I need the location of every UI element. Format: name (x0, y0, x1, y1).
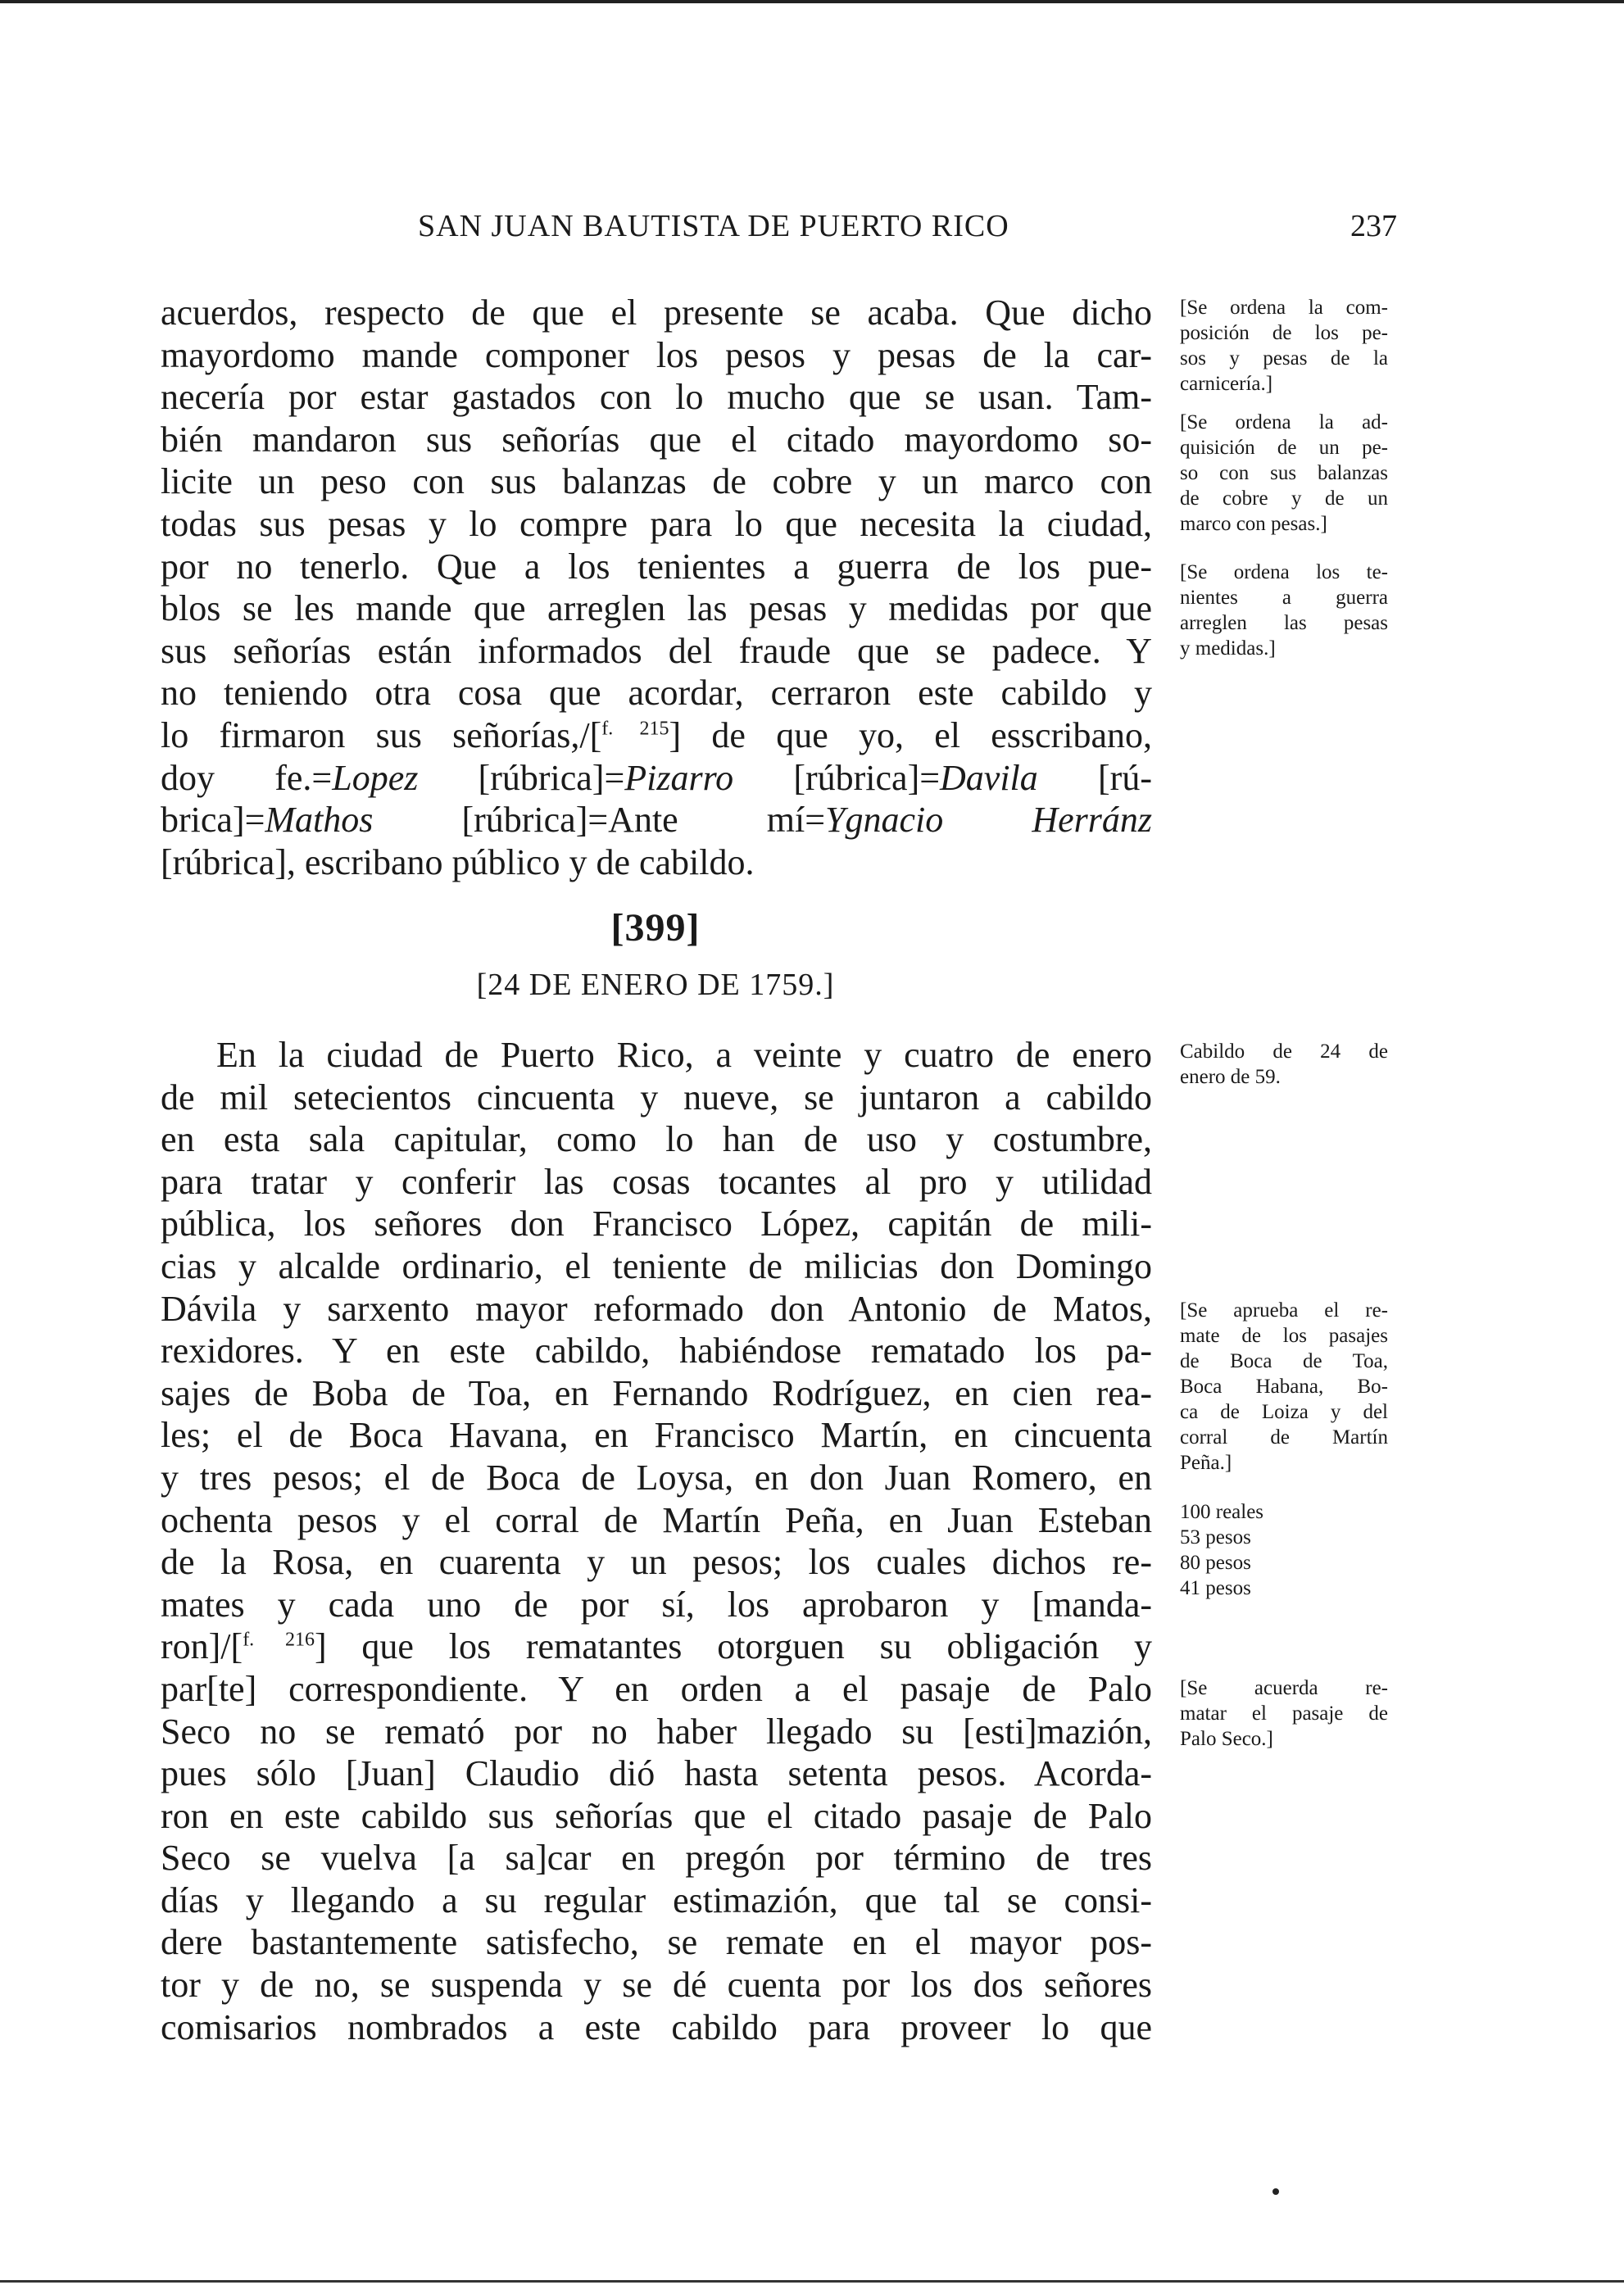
margin-note-line: arreglen las pesas (1180, 612, 1388, 634)
document-number: [399] (610, 906, 701, 950)
margin-note-line: ca de Loiza y del (1180, 1401, 1388, 1423)
text-line: sus señorías están informados del fraude que se padece. Y (161, 630, 1152, 671)
text-line: Seco se vuelva [a sa]car en pregón por término de tres (161, 1838, 1152, 1879)
text-line: no teniendo otra cosa que acordar, cerraron este cabildo y (161, 673, 1152, 714)
margin-note (1180, 295, 1388, 397)
text-line: ron en este cabildo sus señorías que el citado pasaje de Palo (161, 1795, 1152, 1836)
text-fragment: [rúbrica]=Ante mí= (373, 800, 826, 841)
text-line: necería por estar gastados con lo mucho que se usan. Tam- (161, 377, 1152, 418)
text-line: por no tenerlo. Que a los tenientes a guerra de los pue- (161, 546, 1152, 587)
margin-note-line: quisición de un pe- (1180, 437, 1388, 459)
text-line: licite un peso con sus balanzas de cobre y un marco con (161, 461, 1152, 502)
text-line: mates y cada uno de por sí, los aprobaron y [manda- (161, 1584, 1152, 1625)
text-line: días y llegando a su regular estimazión, que tal se consi- (161, 1879, 1152, 1920)
text-line: para tratar y conferir las cosas tocantes al pro y utilidad (161, 1161, 1152, 1202)
margin-note-line: [Se ordena la com- (1180, 297, 1388, 319)
margin-note-line: mate de los pasajes (1180, 1325, 1388, 1347)
text-line: dere bastantemente satisfecho, se remate en el mayor pos- (161, 1922, 1152, 1963)
text-fragment: ] que los rematantes otorguen su obligación y (314, 1626, 1152, 1667)
margin-note-amounts (1180, 1499, 1388, 1601)
margin-note-line: y medidas.] (1180, 637, 1276, 660)
margin-note-line: matar el pasaje de (1180, 1702, 1388, 1725)
page-number: 237 (1350, 209, 1397, 243)
margin-note-line: 100 reales (1180, 1501, 1264, 1523)
text-fragment: ron]/[ (161, 1626, 243, 1667)
margin-note-line: enero de 59. (1180, 1066, 1281, 1088)
text-line: blos se les mande que arreglen las pesas y medidas por que (161, 588, 1152, 629)
scan-edge-bottom (0, 2280, 1624, 2283)
text-line: bién mandaron sus señorías que el citado mayordomo so- (161, 419, 1152, 460)
margin-note-line: marco con pesas.] (1180, 513, 1327, 535)
text-line: Seco no se remató por no haber llegado su [esti]mazión, (161, 1711, 1152, 1752)
folio-text-line (161, 1625, 1152, 1668)
margin-note-line: corral de Martín (1180, 1426, 1388, 1449)
margin-note (1180, 1675, 1388, 1752)
margin-note-line: Palo Seco.] (1180, 1728, 1273, 1750)
margin-note-line: [Se acuerda re- (1180, 1677, 1388, 1699)
margin-note-line: [Se ordena los te- (1180, 561, 1388, 583)
text-line: en esta sala capitular, como lo han de uso y costumbre, (161, 1119, 1152, 1160)
text-line: y tres pesos; el de Boca de Loysa, en don Juan Romero, en (161, 1457, 1152, 1498)
text-line: mayordomo mande componer los pesos y pesas de la car- (161, 334, 1152, 375)
text-line: de la Rosa, en cuarenta y un pesos; los cuales dichos re- (161, 1542, 1152, 1583)
folio-text-line (161, 714, 1152, 757)
signature-line (161, 799, 1152, 841)
text-line: pues sólo [Juan] Claudio dió hasta setenta pesos. Acorda- (161, 1753, 1152, 1794)
margin-note-line: [Se aprueba el re- (1180, 1299, 1388, 1322)
document-date: [24 DE ENERO DE 1759.] (476, 968, 835, 1002)
text-line: sajes de Boba de Toa, en Fernando Rodríguez, en cien rea- (161, 1372, 1152, 1413)
text-line: ochenta pesos y el corral de Martín Peña, en Juan Esteban (161, 1499, 1152, 1540)
text-line: pública, los señores don Francisco López, capitán de mili- (161, 1204, 1152, 1245)
margin-note-line: 53 pesos (1180, 1526, 1251, 1548)
text-line: de mil setecientos cincuenta y nueve, se juntaron a cabildo (161, 1077, 1152, 1118)
text-fragment: [rú- (1037, 757, 1152, 798)
scan-edge-top (0, 0, 1624, 3)
signatory-name: Davila (940, 757, 1038, 798)
margin-note (1180, 410, 1388, 537)
text-line: acuerdos, respecto de que el presente se acaba. Que dicho (161, 292, 1152, 333)
scan-speck (1272, 2188, 1279, 2195)
continued-text-block (161, 292, 1152, 883)
folio-marker: f. 215 (601, 718, 669, 740)
text-line: En la ciudad de Puerto Rico, a veinte y cuatro de enero (216, 1035, 1152, 1075)
signatory-name: Pizarro (624, 757, 734, 798)
margin-note-line: Cabildo de 24 de (1180, 1040, 1388, 1063)
text-fragment: [rúbrica]= (733, 757, 941, 798)
signatory-name: Mathos (265, 800, 374, 841)
text-fragment: [rúbrica]= (418, 757, 625, 798)
margin-note-line: so con sus balanzas (1180, 462, 1388, 484)
text-fragment: ] de que yo, el esscribano, (669, 714, 1152, 755)
document-body (161, 1034, 1152, 2048)
margin-note-line: posición de los pe- (1180, 322, 1388, 344)
text-line: les; el de Boca Havana, en Francisco Martín, en cincuenta (161, 1415, 1152, 1456)
text-line: par[te] correspondiente. Y en orden a el pasaje de Palo (161, 1668, 1152, 1709)
margin-note-line: 41 pesos (1180, 1577, 1251, 1599)
text-line: comisarios nombrados a este cabildo para proveer lo que (161, 2006, 1152, 2047)
text-line: todas sus pesas y lo compre para lo que necesita la ciudad, (161, 503, 1152, 544)
signature-line (161, 757, 1152, 800)
text-line: rexidores. Y en este cabildo, habiéndose rematado los pa- (161, 1331, 1152, 1371)
text-fragment: brica]= (161, 800, 265, 841)
margin-note (1180, 560, 1388, 661)
text-fragment: lo firmaron sus señorías,/[ (161, 714, 602, 755)
signatory-name: Lopez (332, 757, 419, 798)
margin-note-line: carnicería.] (1180, 373, 1273, 395)
text-line: Dávila y sarxento mayor reformado don Antonio de Matos, (161, 1288, 1152, 1329)
text-fragment: doy fe.= (161, 757, 333, 798)
signatory-name: Ygnacio Herránz (825, 800, 1152, 841)
margin-note (1180, 1298, 1388, 1476)
margin-note-line: de Boca de Toa, (1180, 1350, 1388, 1372)
text-line: cias y alcalde ordinario, el teniente de milicias don Domingo (161, 1245, 1152, 1286)
margin-note-line: Peña.] (1180, 1452, 1232, 1474)
margin-note-line: de cobre y de un (1180, 487, 1388, 510)
running-head: SAN JUAN BAUTISTA DE PUERTO RICO (418, 209, 1009, 243)
text-line: [rúbrica], escribano público y de cabildo. (161, 841, 755, 882)
margin-note-line: [Se ordena la ad- (1180, 411, 1388, 433)
margin-note-line: 80 pesos (1180, 1552, 1251, 1574)
margin-note-line: nientes a guerra (1180, 587, 1388, 609)
folio-marker: f. 216 (243, 1629, 315, 1651)
text-line: tor y de no, se suspenda y se dé cuenta por los dos señores (161, 1965, 1152, 2006)
margin-note-line: Boca Habana, Bo- (1180, 1376, 1388, 1398)
margin-note-line: sos y pesas de la (1180, 347, 1388, 369)
margin-note (1180, 1039, 1388, 1090)
